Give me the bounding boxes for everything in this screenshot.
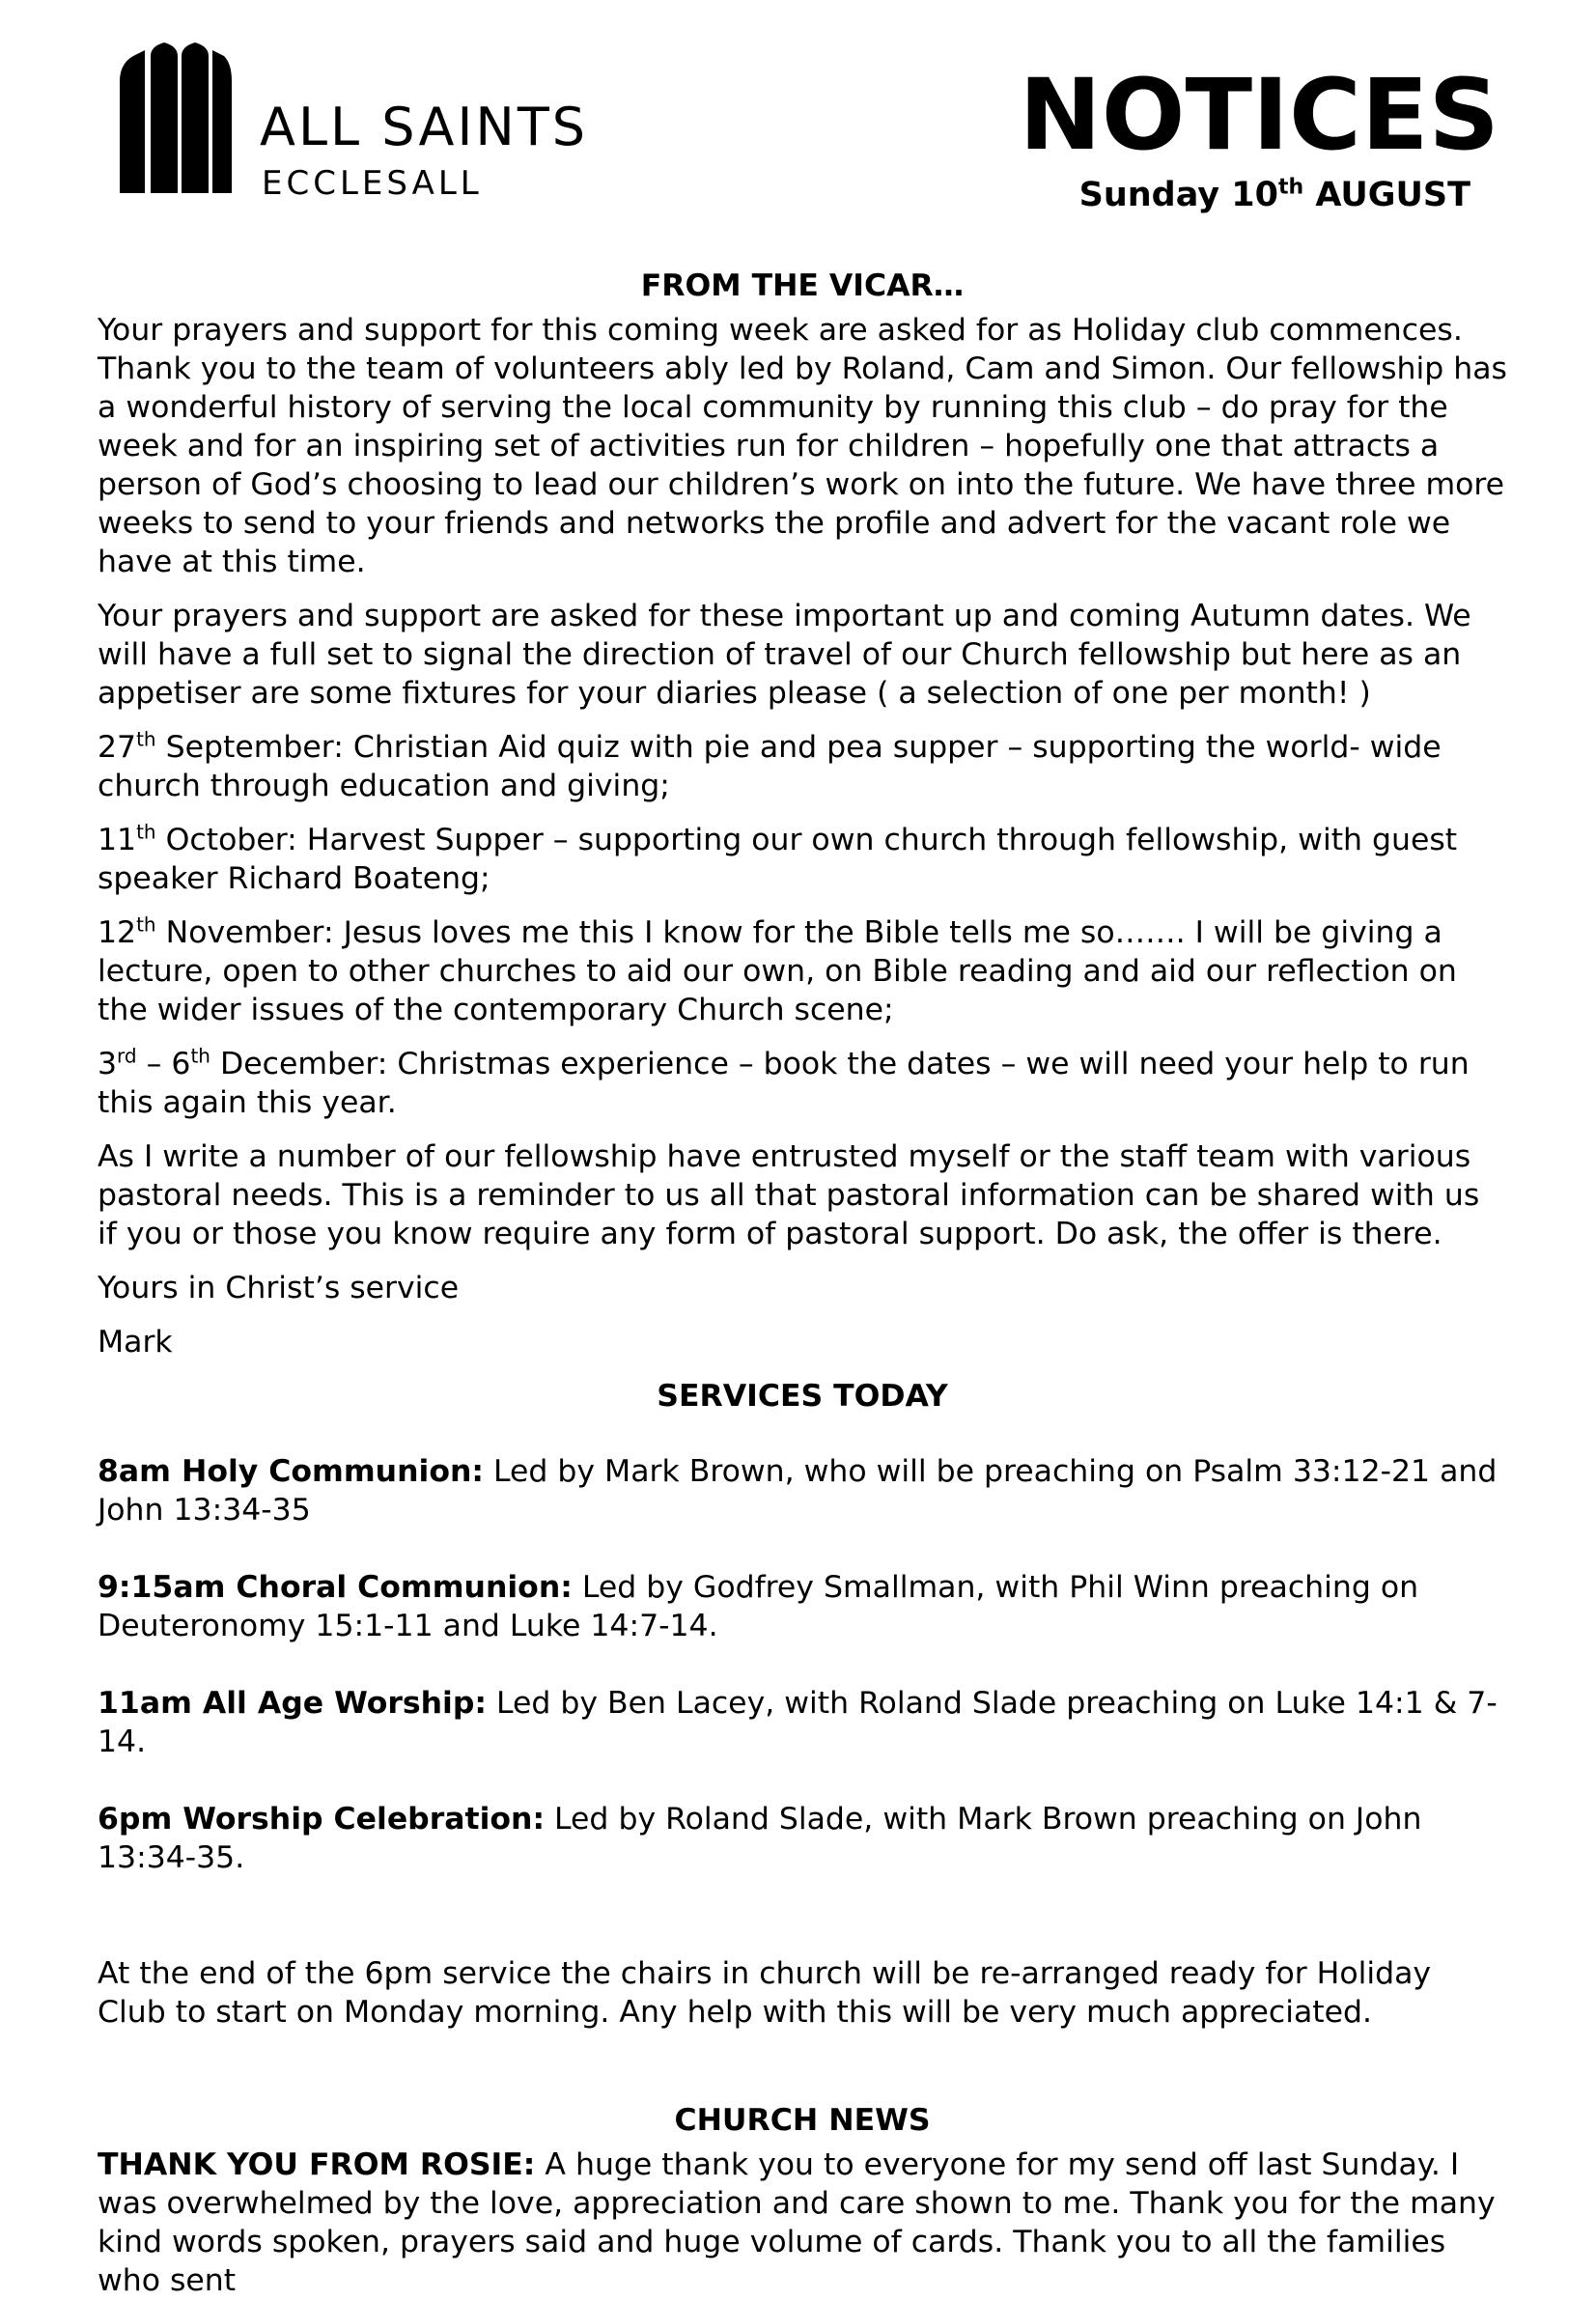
news-text: A huge thank you to everyone for my send off last Sunday. I was overwhelmed by the love, appreciation and care shown to me. Thank you for the many kind words spoken, prayers said and huge volume of cards. Thank you to all the families who sent [98,2147,1496,2298]
service-item [98,1800,1507,1877]
service-title: 9:15am Choral Communion: [98,1570,573,1605]
news-item-rosie [98,2146,1507,2300]
vicar-signoff: Yours in Christ’s service [98,1271,460,1305]
service-title: 8am Holy Communion: [98,1454,484,1489]
service-item [98,1684,1507,1761]
date-text: November: Jesus loves me this I know for the Bible tells me so……. I will be giving a lecture, open to other churches to aid our own, on Bible reading and aid our reflection on the wider issues of the contemporary Church scene; [98,915,1457,1027]
date-text: December: Christmas experience – book the dates – we will need your help to run this again this year. [98,1047,1470,1120]
date-item-november [98,913,1507,1029]
logo-subtitle: ECCLESALL [262,164,483,203]
date-day: Sunday 10 [1078,176,1278,214]
service-item [98,1568,1507,1645]
date-range: – 6 [136,1047,191,1081]
date-ordinal: th [136,912,156,937]
date-number: 11 [98,823,137,857]
vicar-paragraph-2: Your prayers and support are asked for these important up and coming Autumn dates. We will have a full set to signal the direction of travel of our Church fellowship but here as an appetiser are some fixtures for your diaries please ( a selection of one per month! ) [98,599,1471,711]
date-text: September: Christian Aid quiz with pie and pea supper – supporting the world- wide church through education and giving; [98,730,1442,803]
date-number: 27 [98,730,137,765]
service-title: 6pm Worship Celebration: [98,1802,546,1837]
vicar-heading: FROM THE VICAR… [640,268,965,303]
vicar-name: Mark [98,1325,173,1360]
date-item-october [98,821,1507,898]
services-heading: SERVICES TODAY [657,1379,948,1414]
date-month: AUGUST [1303,176,1470,214]
vicar-paragraph-1: Your prayers and support for this coming week are asked for as Holiday club commences. Thank you to the team of volunteers ably led by Roland, Cam and Simon. Our fellowship has a wonderful history of serving the local community by running this club – do pray for the week and for an inspiring set of activities run for children – hopefully one that attracts a person of God’s choosing to lead our children’s work on into the future. We have three more weeks to send to your friends and networks the profile and advert for the vacant role we have at this time. [98,313,1507,579]
notice-date [1079,174,1470,216]
main-content [98,266,1507,2300]
vicar-paragraph-3: As I write a number of our fellowship have entrusted myself or the staff team with various pastoral needs. This is a reminder to us all that pastoral information can be shared with us if you or those you know require any form of pastoral support. Do ask, the offer is there. [98,1139,1480,1251]
service-title: 11am All Age Worship: [98,1686,487,1721]
date-item-september [98,728,1507,805]
date-number: 12 [98,915,137,950]
church-logo [120,42,660,203]
service-text: Led by Ben Lacey, with Roland Slade preaching on Luke 14:1 & 7-14. [98,1686,1498,1759]
church-windows-icon [120,42,236,193]
news-heading: CHURCH NEWS [674,2103,931,2138]
date-item-december [98,1045,1507,1122]
date-ordinal: rd [117,1044,137,1068]
date-ordinal: th [136,727,156,751]
date-ordinal: th [1277,175,1304,200]
page-title: NOTICES [1019,58,1499,173]
services-note: At the end of the 6pm service the chairs in church will be re-arranged ready for Holiday Club to start on Monday morning. Any help with this will be very much appreciated. [98,1956,1432,2030]
date-ordinal: th [136,820,156,844]
date-ordinal: th [190,1044,210,1068]
date-text: October: Harvest Supper – supporting our own church through fellowship, with guest speaker Richard Boateng; [98,823,1458,896]
news-title: THANK YOU FROM ROSIE: [98,2147,536,2182]
logo-name: ALL SAINTS [260,97,589,157]
service-text: Led by Roland Slade, with Mark Brown preaching on John 13:34-35. [98,1802,1422,1875]
date-number: 3 [98,1047,118,1081]
service-item [98,1452,1507,1529]
service-text: Led by Mark Brown, who will be preaching on Psalm 33:12-21 and John 13:34-35 [98,1454,1498,1528]
service-text: Led by Godfrey Smallman, with Phil Winn preaching on Deuteronomy 15:1-11 and Luke 14:7-14. [98,1570,1419,1643]
